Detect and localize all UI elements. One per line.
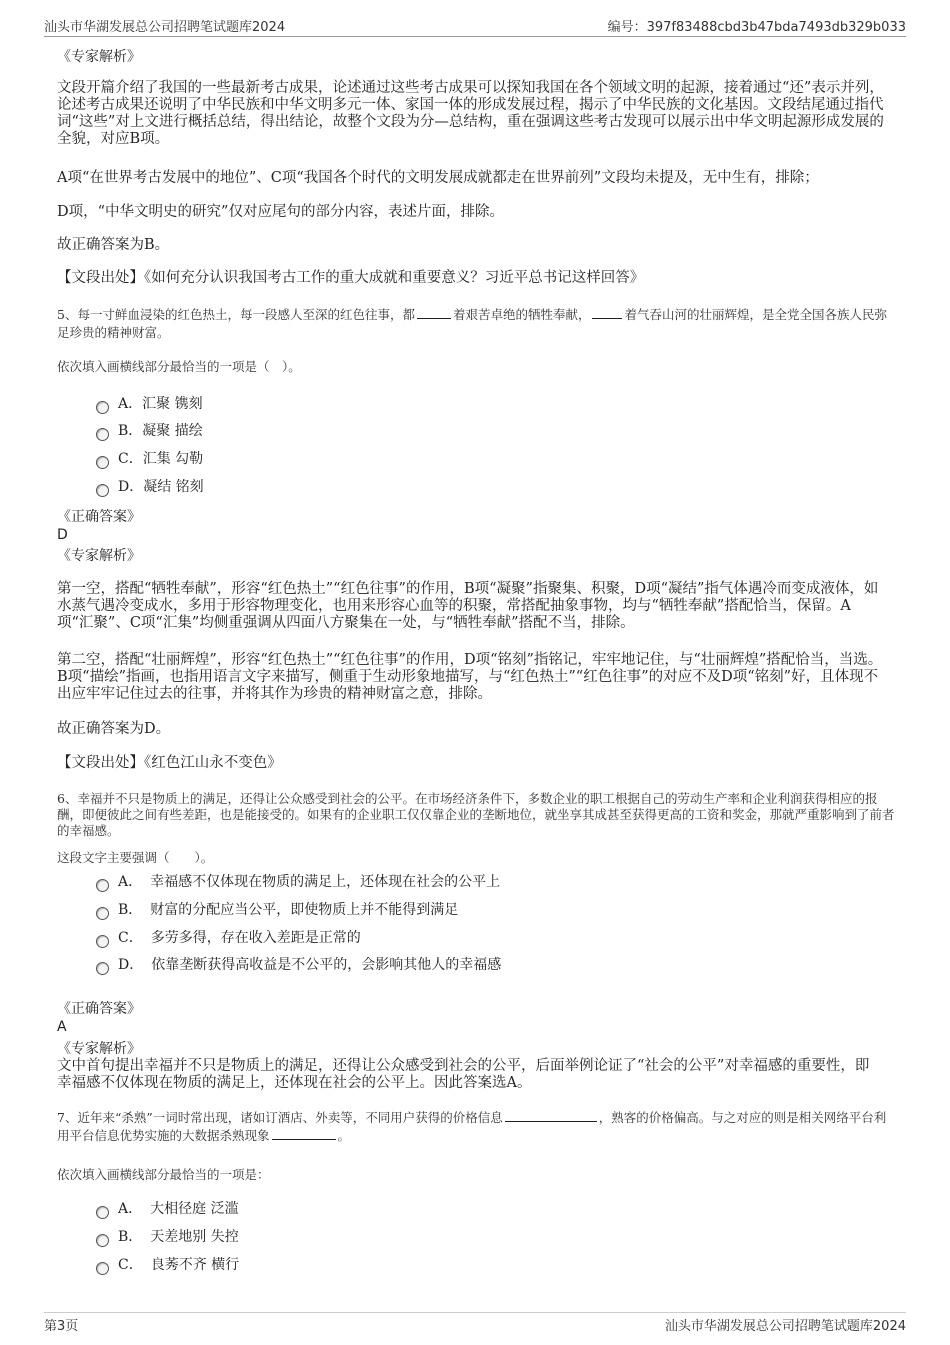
q7-option-c-letter: C． [118,1257,143,1273]
footer-title: 汕头市华湖发展总公司招聘笔试题库2024 [664,1319,906,1334]
q5-stem-part2: 着艰苦卓绝的牺牲奉献， [452,307,591,322]
q5-analysis-para2: 第二空，搭配“壮丽辉煌”，形容“红色热土”“红色往事”的作用，D项“铭刻”指铭记，牢牢地记住，与“壮丽辉煌”搭配恰当，当选。B项“描绘”指画，也指用语言文字来描写，侧重于生动形象地描写，与“红色热土”“红色往事”的对应不及D项“铭刻”好，且体现不出应牢牢记住过去的往事，并将其作为珍贵的精神财富之意，排除。 [57,652,883,702]
header-doc-id: 编号：397f83488cbd3b47bda7493db329b033 [607,20,906,35]
q6-answer: A [57,1019,67,1035]
q5-expert-label: 《专家解析》 [57,548,141,564]
q5-blank-1 [417,317,451,319]
q4-analysis-para2: A项“在世界考古发展中的地位”、C项“我国各个时代的文明发展成就都走在世界前列”文段均未提及，无中生有，排除； [57,170,819,186]
q5-answer: D [57,527,68,543]
q7-option-a-letter: A． [118,1201,143,1217]
q7-option-b-text: 天差地别 失控 [150,1229,239,1245]
q5-option-a-text: 汇聚 镌刻 [142,396,203,412]
radio-icon[interactable] [96,935,109,948]
q7-option-c[interactable] [96,1255,239,1275]
q4-answer-statement: 故正确答案为B。 [57,237,170,253]
page-header [44,12,906,37]
q7-option-a[interactable] [96,1199,239,1219]
q6-analysis-para1: 文中首句提出幸福并不只是物质上的满足，还得让公众感受到社会的公平，后面举例论证了“社会的公平”对幸福感的重要性，即幸福感不仅体现在物质的满足上，还体现在社会的公平上。因此答案选A。 [57,1058,870,1091]
q6-answer-label: 《正确答案》 [57,1001,141,1017]
q6-expert-label: 《专家解析》 [57,1041,141,1057]
radio-icon[interactable] [96,962,109,975]
header-title: 汕头市华湖发展总公司招聘笔试题库2024 [44,20,286,35]
q5-option-a-letter: A． [118,396,143,412]
q5-analysis-para1: 第一空，搭配“牺牲奉献”，形容“红色热土”“红色往事”的作用，B项“凝聚”指聚集、积聚，D项“凝结”指气体遇冷而变成液体，如水蒸气遇冷变成水，多用于形容物理变化，也用来形容心血等的积聚，常搭配抽象事物，均与“牺牲奉献”搭配恰当，保留。A项“汇聚”、C项“汇集”均侧重强调从四面八方聚集在一处，与“牺牲奉献”搭配不当，排除。 [57,581,879,631]
q5-source: 【文段出处】《红色江山永不变色》 [57,755,282,771]
q7-option-a-text: 大相径庭 泛滥 [150,1201,239,1217]
q5-option-a[interactable] [96,394,203,414]
q6-option-c-letter: C． [118,930,143,946]
radio-icon[interactable] [96,907,109,920]
q4-analysis-para1: 文段开篇介绍了我国的一些最新考古成果，论述通过这些考古成果可以探知我国在各个领域文明的起源，接着通过“还”表示并列，论述考古成果还说明了中华民族和中华文明多元一体、家国一体的形成发展过程，揭示了中华民族的文化基因。文段结尾通过指代词“这些”对上文进行概括总结，得出结论，故整个文段为分—总结构，重在强调这些考古发现可以展示出中华文明起源形成发展的全貌，对应B项。 [57,80,884,147]
q6-prompt: 这段文字主要强调（ ）。 [57,850,214,865]
radio-icon[interactable] [96,456,109,469]
q5-option-d[interactable] [96,477,204,497]
q5-stem-part1: 5、每一寸鲜血浸染的红色热土，每一段感人至深的红色往事，都 [57,307,415,322]
q5-option-b[interactable] [96,421,203,441]
radio-icon[interactable] [96,1206,109,1219]
q7-option-c-text: 良莠不齐 横行 [150,1257,240,1273]
q6-option-a-text: 幸福感不仅体现在物质的满足上，还体现在社会的公平上 [150,874,501,890]
q7-option-b-letter: B． [118,1229,143,1245]
q5-option-b-text: 凝聚 描绘 [142,423,203,439]
q5-answer-statement: 故正确答案为D。 [57,721,171,737]
radio-icon[interactable] [96,879,109,892]
radio-icon[interactable] [96,401,109,414]
q6-option-c-text: 多劳多得，存在收入差距是正常的 [150,930,361,946]
q7-option-b[interactable] [96,1227,239,1247]
radio-icon[interactable] [96,484,109,497]
q6-option-d-letter: D． [118,957,144,973]
q7-stem-part1: 7、近年来“杀熟”一词时常出现，诸如订酒店、外卖等，不同用户获得的价格信息 [57,1110,503,1125]
q5-option-d-text: 凝结 铭刻 [143,479,204,495]
q6-option-a[interactable] [96,872,500,892]
q5-option-c-letter: C． [118,451,143,467]
q6-option-b-text: 财富的分配应当公平，即使物质上并不能得到满足 [150,902,459,918]
page-footer [44,1312,906,1333]
q6-option-d-text: 依靠垄断获得高收益是不公平的，会影响其他人的幸福感 [151,957,502,973]
q6-option-a-letter: A． [118,874,143,890]
q5-prompt: 依次填入画横线部分最恰当的一项是（ ）。 [57,359,301,374]
q5-answer-label: 《正确答案》 [57,509,141,525]
q5-option-d-letter: D． [118,479,144,495]
q5-option-c-text: 汇集 勾勒 [142,451,204,467]
q5-stem [57,306,893,342]
q6-option-d[interactable] [96,955,501,975]
q6-option-b-letter: B． [118,902,143,918]
radio-icon[interactable] [96,1262,109,1275]
q4-analysis-para3: D项，“中华文明史的研究”仅对应尾句的部分内容，表述片面，排除。 [57,204,504,220]
q7-stem-part3: 。 [337,1128,351,1143]
page-number: 第3页 [44,1319,79,1334]
q7-prompt: 依次填入画横线部分最恰当的一项是： [57,1167,270,1182]
q6-stem: 6、幸福并不只是物质上的满足，还得让公众感受到社会的公平。在市场经济条件下，多数企业的职工根据自己的劳动生产率和企业利润获得相应的报酬，即便彼此之间有些差距，也是能接受的。如果有的企业职工仅仅靠企业的垄断地位，就坐享其成甚至获得更高的工资和奖金，那就严重影响到了前者的幸福感。 [57,791,895,838]
radio-icon[interactable] [96,1234,109,1247]
q7-blank-1 [505,1120,597,1122]
q7-stem [57,1109,897,1145]
q4-source: 【文段出处】《如何充分认识我国考古工作的重大成就和重要意义？习近平总书记这样回答》 [57,270,645,286]
q5-option-c[interactable] [96,449,203,469]
q5-stem-part3: 着气吞山河的壮丽辉煌，是全党全国各族人民弥足珍贵的精神财富。 [57,307,887,340]
q5-option-b-letter: B． [118,423,143,439]
q4-expert-label: 《专家解析》 [57,49,141,65]
q5-blank-2 [592,317,622,319]
q6-option-c[interactable] [96,928,361,948]
q7-blank-2 [272,1138,336,1140]
radio-icon[interactable] [96,428,109,441]
q6-option-b[interactable] [96,900,458,920]
q7-stem-part2: ，熟客的价格偏高。与之对应的则是相关网络平台利用平台信息优势实施的大数据杀熟现象 [57,1110,887,1143]
